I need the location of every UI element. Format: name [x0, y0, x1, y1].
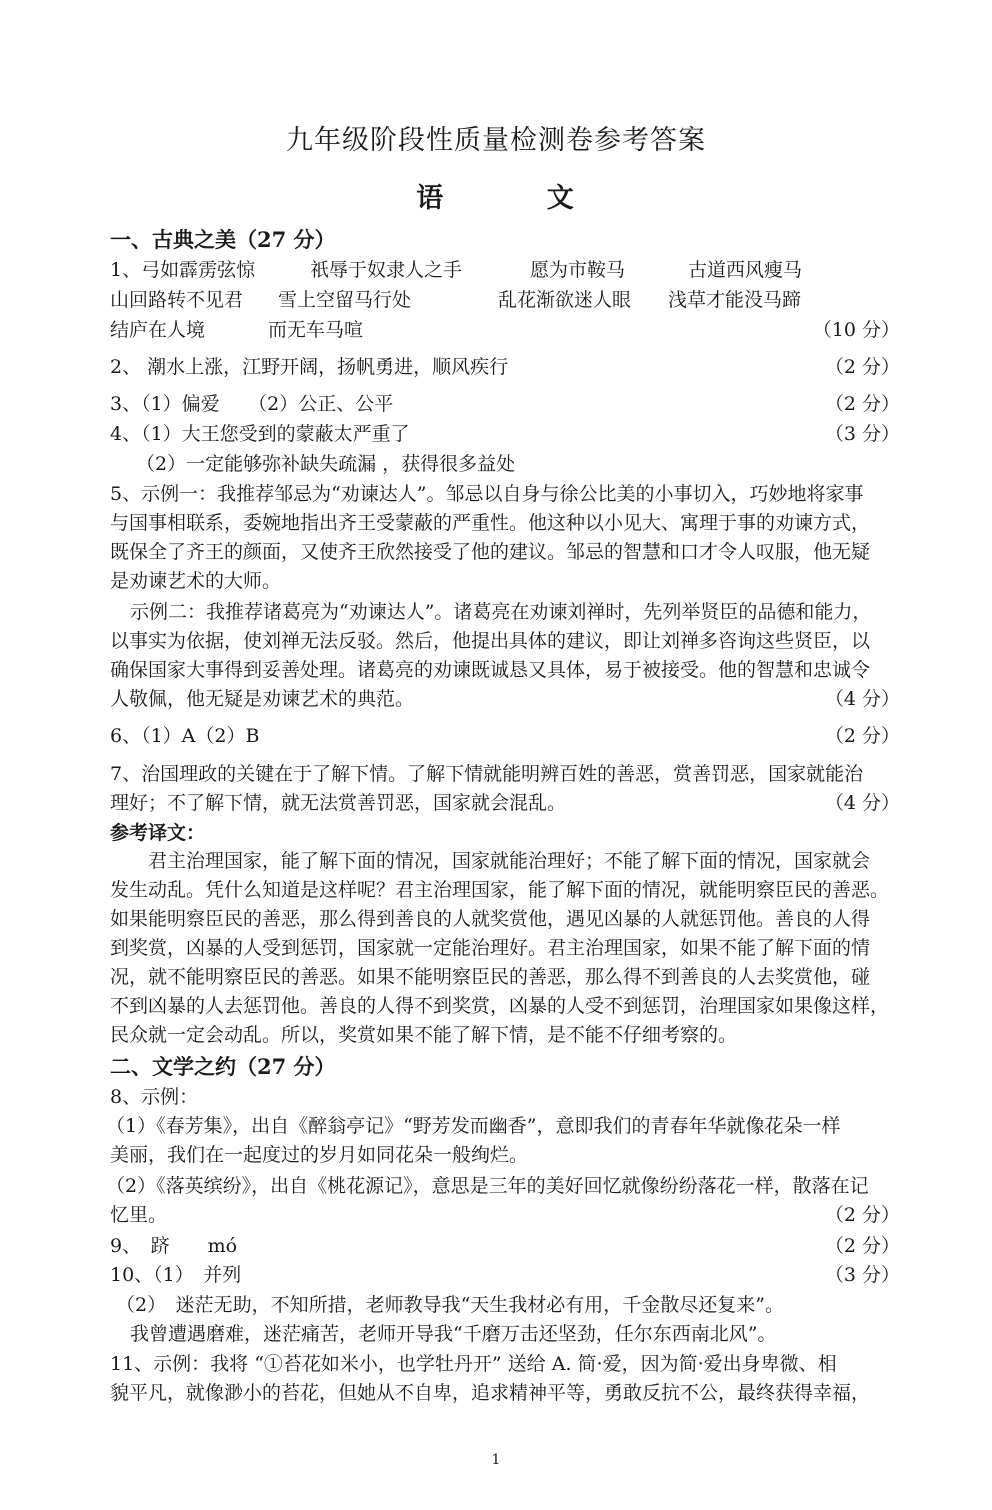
reference-line: 况，就不能明察臣民的善恶。如果不能明察臣民的善恶，那么得不到善良的人去奖赏他，碰 — [110, 966, 871, 988]
q7-score: （4 分） — [824, 792, 900, 814]
q1-row1-item: 愿为市鞍马 — [530, 259, 626, 281]
q8-line: 美丽，我们在一起度过的岁月如同花朵一般绚烂。 — [110, 1144, 529, 1166]
reference-translation-heading: 参考译文： — [110, 822, 206, 844]
q6-answer: 6、（1）A（2）B — [110, 725, 260, 747]
q5-line: 5、示例一：我推荐邹忌为“劝谏达人”。邹忌以自身与徐公比美的小事切入，巧妙地将家事 — [110, 483, 864, 505]
q5-score: （4 分） — [824, 688, 900, 710]
q5-line: 与国事相联系，委婉地指出齐王受蒙蔽的严重性。他这种以小见大、寓理于事的劝谏方式， — [110, 512, 871, 534]
q10-score: （3 分） — [824, 1264, 900, 1286]
reference-line: 发生动乱。凭什么知道是这样呢？君主治理国家，能了解下面的情况，就能明察臣民的善恶。 — [110, 879, 890, 901]
q1-row3-item: 结庐在人境 — [110, 319, 206, 341]
q1-row2-item: 浅草才能没马蹄 — [668, 289, 802, 311]
reference-line: 民众就一定会动乱。所以，奖赏如果不能了解下情，是不能不仔细考察的。 — [110, 1024, 738, 1046]
page-number: 1 — [491, 1452, 501, 1468]
q1-row-2 — [110, 286, 900, 314]
q10-answer-2: （2） 迷茫无助，不知所措，老师教导我“天生我材必有用，千金散尽还复来”。 — [116, 1294, 785, 1316]
reference-line: 君主治理国家，能了解下面的情况，国家就能治理好；不能了解下面的情况，国家就会 — [148, 850, 871, 872]
q8-line: （1）《春芳集》，出自《醉翁亭记》“野芳发而幽香”，意即我们的青春年华就像花朵一样 — [106, 1115, 841, 1137]
q4-answer-2: （2）一定能够弥补缺失疏漏 ，获得很多益处 — [136, 453, 516, 475]
q11-line: 貌平凡，就像渺小的苔花，但她从不自卑，追求精神平等，勇敢反抗不公，最终获得幸福， — [110, 1382, 871, 1404]
q10-answer-3: 我曾遭遇磨难，迷茫痛苦，老师开导我“千磨万击还坚劲，任尔东西南北风”。 — [130, 1323, 777, 1345]
reference-line: 到奖赏，凶暴的人受到惩罚，国家就一定能治理好。君主治理国家，如果不能了解下面的情 — [110, 937, 871, 959]
q1-score: （10 分） — [812, 319, 900, 341]
q5-line: 以事实为依据，使刘禅无法反驳。然后，他提出具体的建议，即让刘禅多咨询这些贤臣，以 — [110, 630, 871, 652]
q1-row-1 — [110, 256, 900, 284]
q8-label: 8、示例： — [110, 1086, 199, 1108]
q9-score: （2 分） — [824, 1235, 900, 1257]
q2-answer: 2、 潮水上涨，江野开阔，扬帆勇进，顺风疾行 — [110, 356, 509, 378]
q5-line: 是劝谏艺术的大师。 — [110, 570, 282, 592]
q7-line: 理好；不了解下情，就无法赏善罚恶，国家就会混乱。 — [110, 792, 567, 814]
q2-score: （2 分） — [824, 356, 900, 378]
q1-row-3 — [110, 316, 900, 344]
q9-answer: 9、 跻 mó — [110, 1235, 238, 1257]
subject-heading: 语 文 — [416, 183, 606, 214]
q10-answer-1: 10、（1） 并列 — [110, 1264, 242, 1286]
q1-row2-item: 山回路转不见君 — [110, 289, 244, 311]
q8-score: （2 分） — [824, 1204, 900, 1226]
q1-row1-item: 1、弓如霹雳弦惊 — [110, 259, 256, 281]
reference-line: 如果能明察臣民的善恶，那么得到善良的人就奖赏他，遇见凶暴的人就惩罚他。善良的人得 — [110, 908, 871, 930]
page-title: 九年级阶段性质量检测卷参考答案 — [286, 125, 706, 156]
q8-line: 忆里。 — [110, 1204, 168, 1226]
q4-answer-1: 4、（1）大王您受到的蒙蔽太严重了 — [110, 423, 410, 445]
q3-score: （2 分） — [824, 393, 900, 415]
q1-row3-item: 而无车马喧 — [268, 319, 364, 341]
q4-score: （3 分） — [824, 423, 900, 445]
q5-line: 既保全了齐王的颜面，又使齐王欣然接受了他的建议。邹忌的智慧和口才令人叹服，他无疑 — [110, 541, 871, 563]
q1-row2-item: 雪上空留马行处 — [278, 289, 412, 311]
q8-line: （2）《落英缤纷》，出自《桃花源记》，意思是三年的美好回忆就像纷纷落花一样，散落在记 — [106, 1175, 869, 1197]
reference-line: 不到凶暴的人去惩罚他。善良的人得不到奖赏，凶暴的人受不到惩罚，治理国家如果像这样， — [110, 995, 890, 1017]
q1-row1-item: 祇辱于奴隶人之手 — [310, 259, 463, 281]
q11-line: 11、示例：我将 “①苔花如米小，也学牡丹开” 送给 A. 简·爱，因为简·爱出身卑微、相 — [110, 1353, 837, 1375]
section-2-heading: 二、文学之约（27 分） — [110, 1054, 336, 1079]
section-1-heading: 一、古典之美（27 分） — [110, 227, 336, 252]
q5-line: 确保国家大事得到妥善处理。诸葛亮的劝谏既诚恳又具体，易于被接受。他的智慧和忠诚令 — [110, 659, 871, 681]
q6-score: （2 分） — [824, 725, 900, 747]
q1-row1-item: 古道西风瘦马 — [688, 259, 803, 281]
q5-line: 人敬佩，他无疑是劝谏艺术的典范。 — [110, 688, 415, 710]
q1-row2-item: 乱花渐欲迷人眼 — [498, 289, 632, 311]
q5-line: 示例二：我推荐诸葛亮为“劝谏达人”。诸葛亮在劝谏刘禅时，先列举贤臣的品德和能力， — [130, 601, 872, 623]
q3-answer: 3、（1）偏爱 （2）公正、公平 — [110, 393, 394, 415]
q7-line: 7、治国理政的关键在于了解下情。了解下情就能明辨百姓的善恶，赏善罚恶，国家就能治 — [110, 763, 864, 785]
